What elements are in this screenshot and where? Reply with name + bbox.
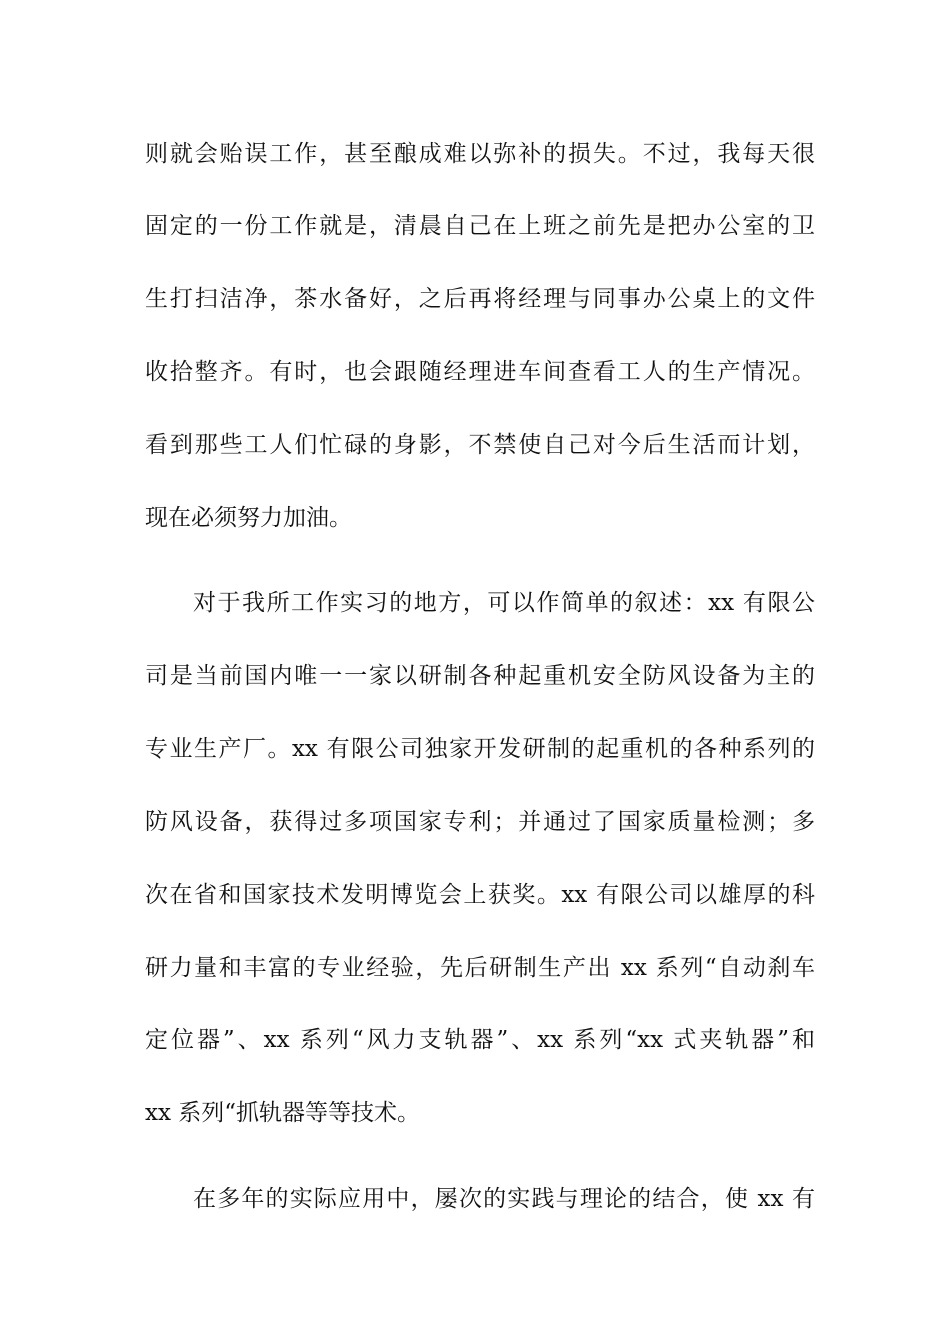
- paragraph-2-line-6: 研力量和丰富的专业经验，先后研制生产出 xx 系列“自动刹车: [145, 955, 815, 981]
- paragraph-1-line-3: 生打扫洁净，茶水备好，之后再将经理与同事办公桌上的文件: [145, 286, 815, 312]
- paragraph-2-line-3: 专业生产厂。xx 有限公司独家开发研制的起重机的各种系列的: [145, 736, 815, 762]
- paragraph-1-line-2: 固定的一份工作就是，清晨自己在上班之前先是把办公室的卫: [145, 213, 815, 239]
- paragraph-2-line-5: 次在省和国家技术发明博览会上获奖。xx 有限公司以雄厚的科: [145, 882, 815, 908]
- paragraph-2-line-7: 定位器”、xx 系列“风力支轨器”、xx 系列“xx 式夹轨器”和: [145, 1027, 815, 1053]
- paragraph-1-line-4: 收拾整齐。有时，也会跟随经理进车间查看工人的生产情况。: [145, 359, 815, 385]
- paragraph-2-line-4: 防风设备，获得过多项国家专利；并通过了国家质量检测；多: [145, 809, 815, 835]
- paragraph-2-line-1: 对于我所工作实习的地方，可以作简单的叙述：xx 有限公: [193, 590, 815, 616]
- paragraph-1-line-1: 则就会贻误工作，甚至酿成难以弥补的损失。不过，我每天很: [145, 141, 815, 167]
- paragraph-3-line-1: 在多年的实际应用中，屡次的实践与理论的结合，使 xx 有: [193, 1186, 815, 1212]
- paragraph-1-line-6: 现在必须努力加油。: [145, 505, 352, 531]
- paragraph-2-line-8: xx 系列“抓轨器等等技术。: [145, 1100, 421, 1126]
- paragraph-1-line-5: 看到那些工人们忙碌的身影，不禁使自己对今后生活而计划，: [145, 432, 815, 458]
- paragraph-2-line-2: 司是当前国内唯一一家以研制各种起重机安全防风设备为主的: [145, 663, 815, 689]
